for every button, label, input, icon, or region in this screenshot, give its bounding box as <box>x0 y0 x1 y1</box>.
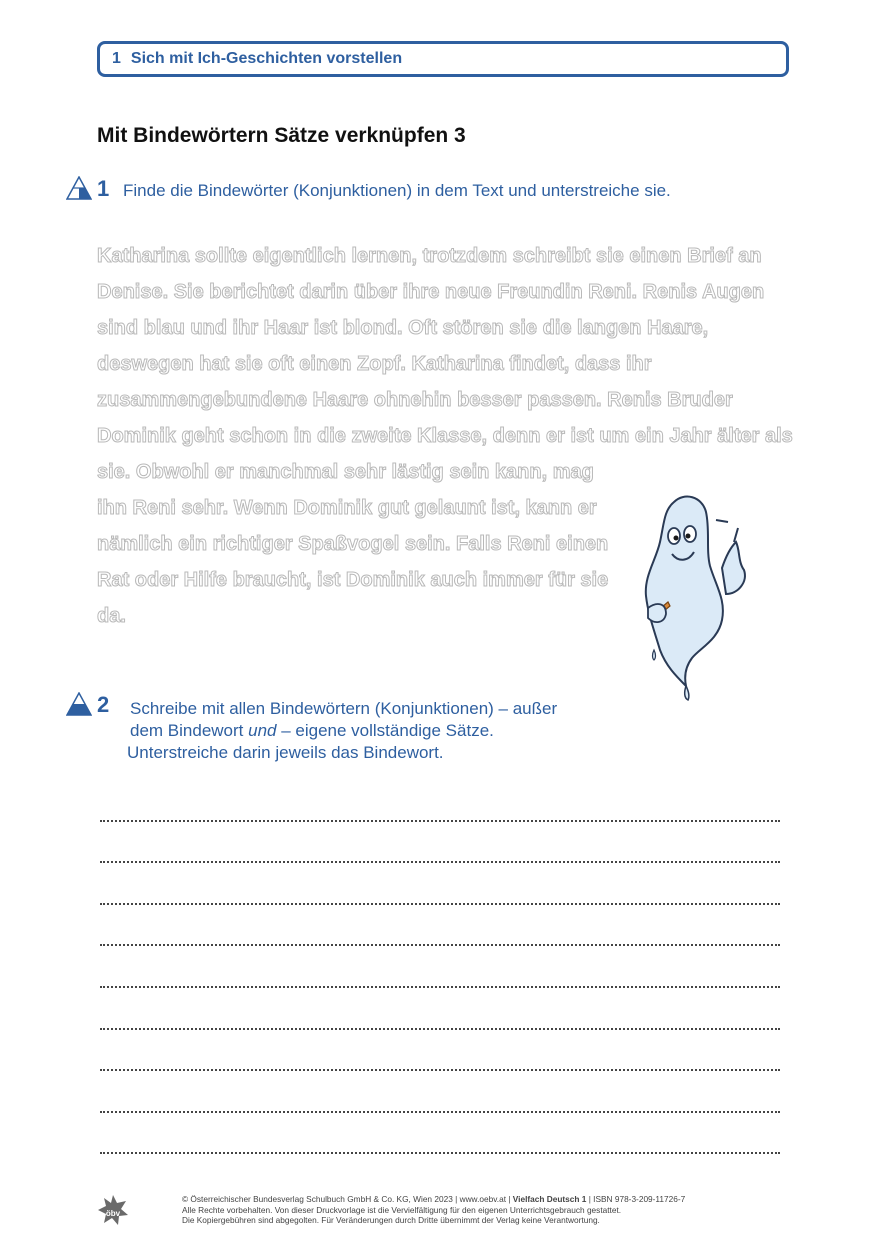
story-line: nämlich ein richtiger Spaßvogel sein. Falls Reni einen <box>97 533 609 555</box>
footer-line-3: Die Kopiergebühren sind abgegolten. Für Veränderungen durch Dritte übernimmt der Verlag keine Verantwortung. <box>182 1215 600 1225</box>
instruction-line-3: Unterstreiche darin jeweils das Bindewort. <box>127 743 444 762</box>
story-line: Katharina sollte eigentlich lernen, trotzdem schreibt sie einen Brief an <box>97 245 762 267</box>
story-line: ihn Reni sehr. Wenn Dominik gut gelaunt ist, kann er <box>97 497 597 519</box>
story-line: sind blau und ihr Haar ist blond. Oft stören sie die langen Haare, <box>97 317 709 339</box>
instruction-line-1: Schreibe mit allen Bindewörtern (Konjunktionen) – außer <box>130 699 558 718</box>
writing-lines <box>100 780 780 1154</box>
instruction-line-2: dem Bindewort und – eigene vollständige Sätze. <box>130 721 494 740</box>
emphasis-und: und <box>248 721 277 740</box>
writing-line[interactable] <box>100 1071 780 1113</box>
writing-line[interactable] <box>100 863 780 905</box>
story-line: da. <box>97 605 126 627</box>
writing-line[interactable] <box>100 822 780 864</box>
story-line: Dominik geht schon in die zweite Klasse, denn er ist um ein Jahr älter als <box>97 425 793 447</box>
writing-line[interactable] <box>100 1113 780 1155</box>
page-title: Mit Bindewörtern Sätze verknüpfen 3 <box>97 124 466 147</box>
story-line: sie. Obwohl er manchmal sehr lästig sein kann, mag <box>97 461 594 483</box>
svg-text:öbv: öbv <box>105 1209 121 1218</box>
chapter-number: 1 <box>112 50 121 67</box>
footer-copyright <box>182 1194 685 1226</box>
story-line: Rat oder Hilfe braucht, ist Dominik auch immer für sie <box>97 569 609 591</box>
story-line: Denise. Sie berichtet darin über ihre neue Freundin Reni. Renis Augen <box>97 281 765 303</box>
difficulty-triangle-icon <box>66 692 92 716</box>
writing-line[interactable] <box>100 1030 780 1072</box>
writing-line[interactable] <box>100 905 780 947</box>
footer-line-2: Alle Rechte vorbehalten. Von dieser Druckvorlage ist die Vervielfältigung für den eigenen Unterrichtsgebrauch gestattet. <box>182 1204 622 1215</box>
story-line: deswegen hat sie oft einen Zopf. Katharina findet, dass ihr <box>97 353 652 375</box>
task-number: 1 <box>97 176 110 201</box>
oebv-logo-icon <box>96 1193 130 1227</box>
writing-line[interactable] <box>100 780 780 822</box>
writing-line[interactable] <box>100 946 780 988</box>
story-line: zusammengebundene Haare ohnehin besser passen. Renis Bruder <box>97 389 733 411</box>
task-instruction: Finde die Bindewörter (Konjunktionen) in dem Text und unterstreiche sie. <box>123 181 671 200</box>
task-number: 2 <box>97 692 110 717</box>
chapter-title: Sich mit Ich-Geschichten vorstellen <box>130 50 403 67</box>
task-instruction <box>127 698 558 764</box>
writing-line[interactable] <box>100 988 780 1030</box>
footer-line-1: © Österreichischer Bundesverlag Schulbuch GmbH & Co. KG, Wien 2023 | www.oebv.at | Vielfach Deutsch 1 | ISBN 978-3-209-11726-7 <box>182 1194 686 1204</box>
difficulty-triangle-icon <box>66 176 92 200</box>
ghost-mascot-illustration <box>626 490 756 705</box>
chapter-header <box>97 41 789 77</box>
